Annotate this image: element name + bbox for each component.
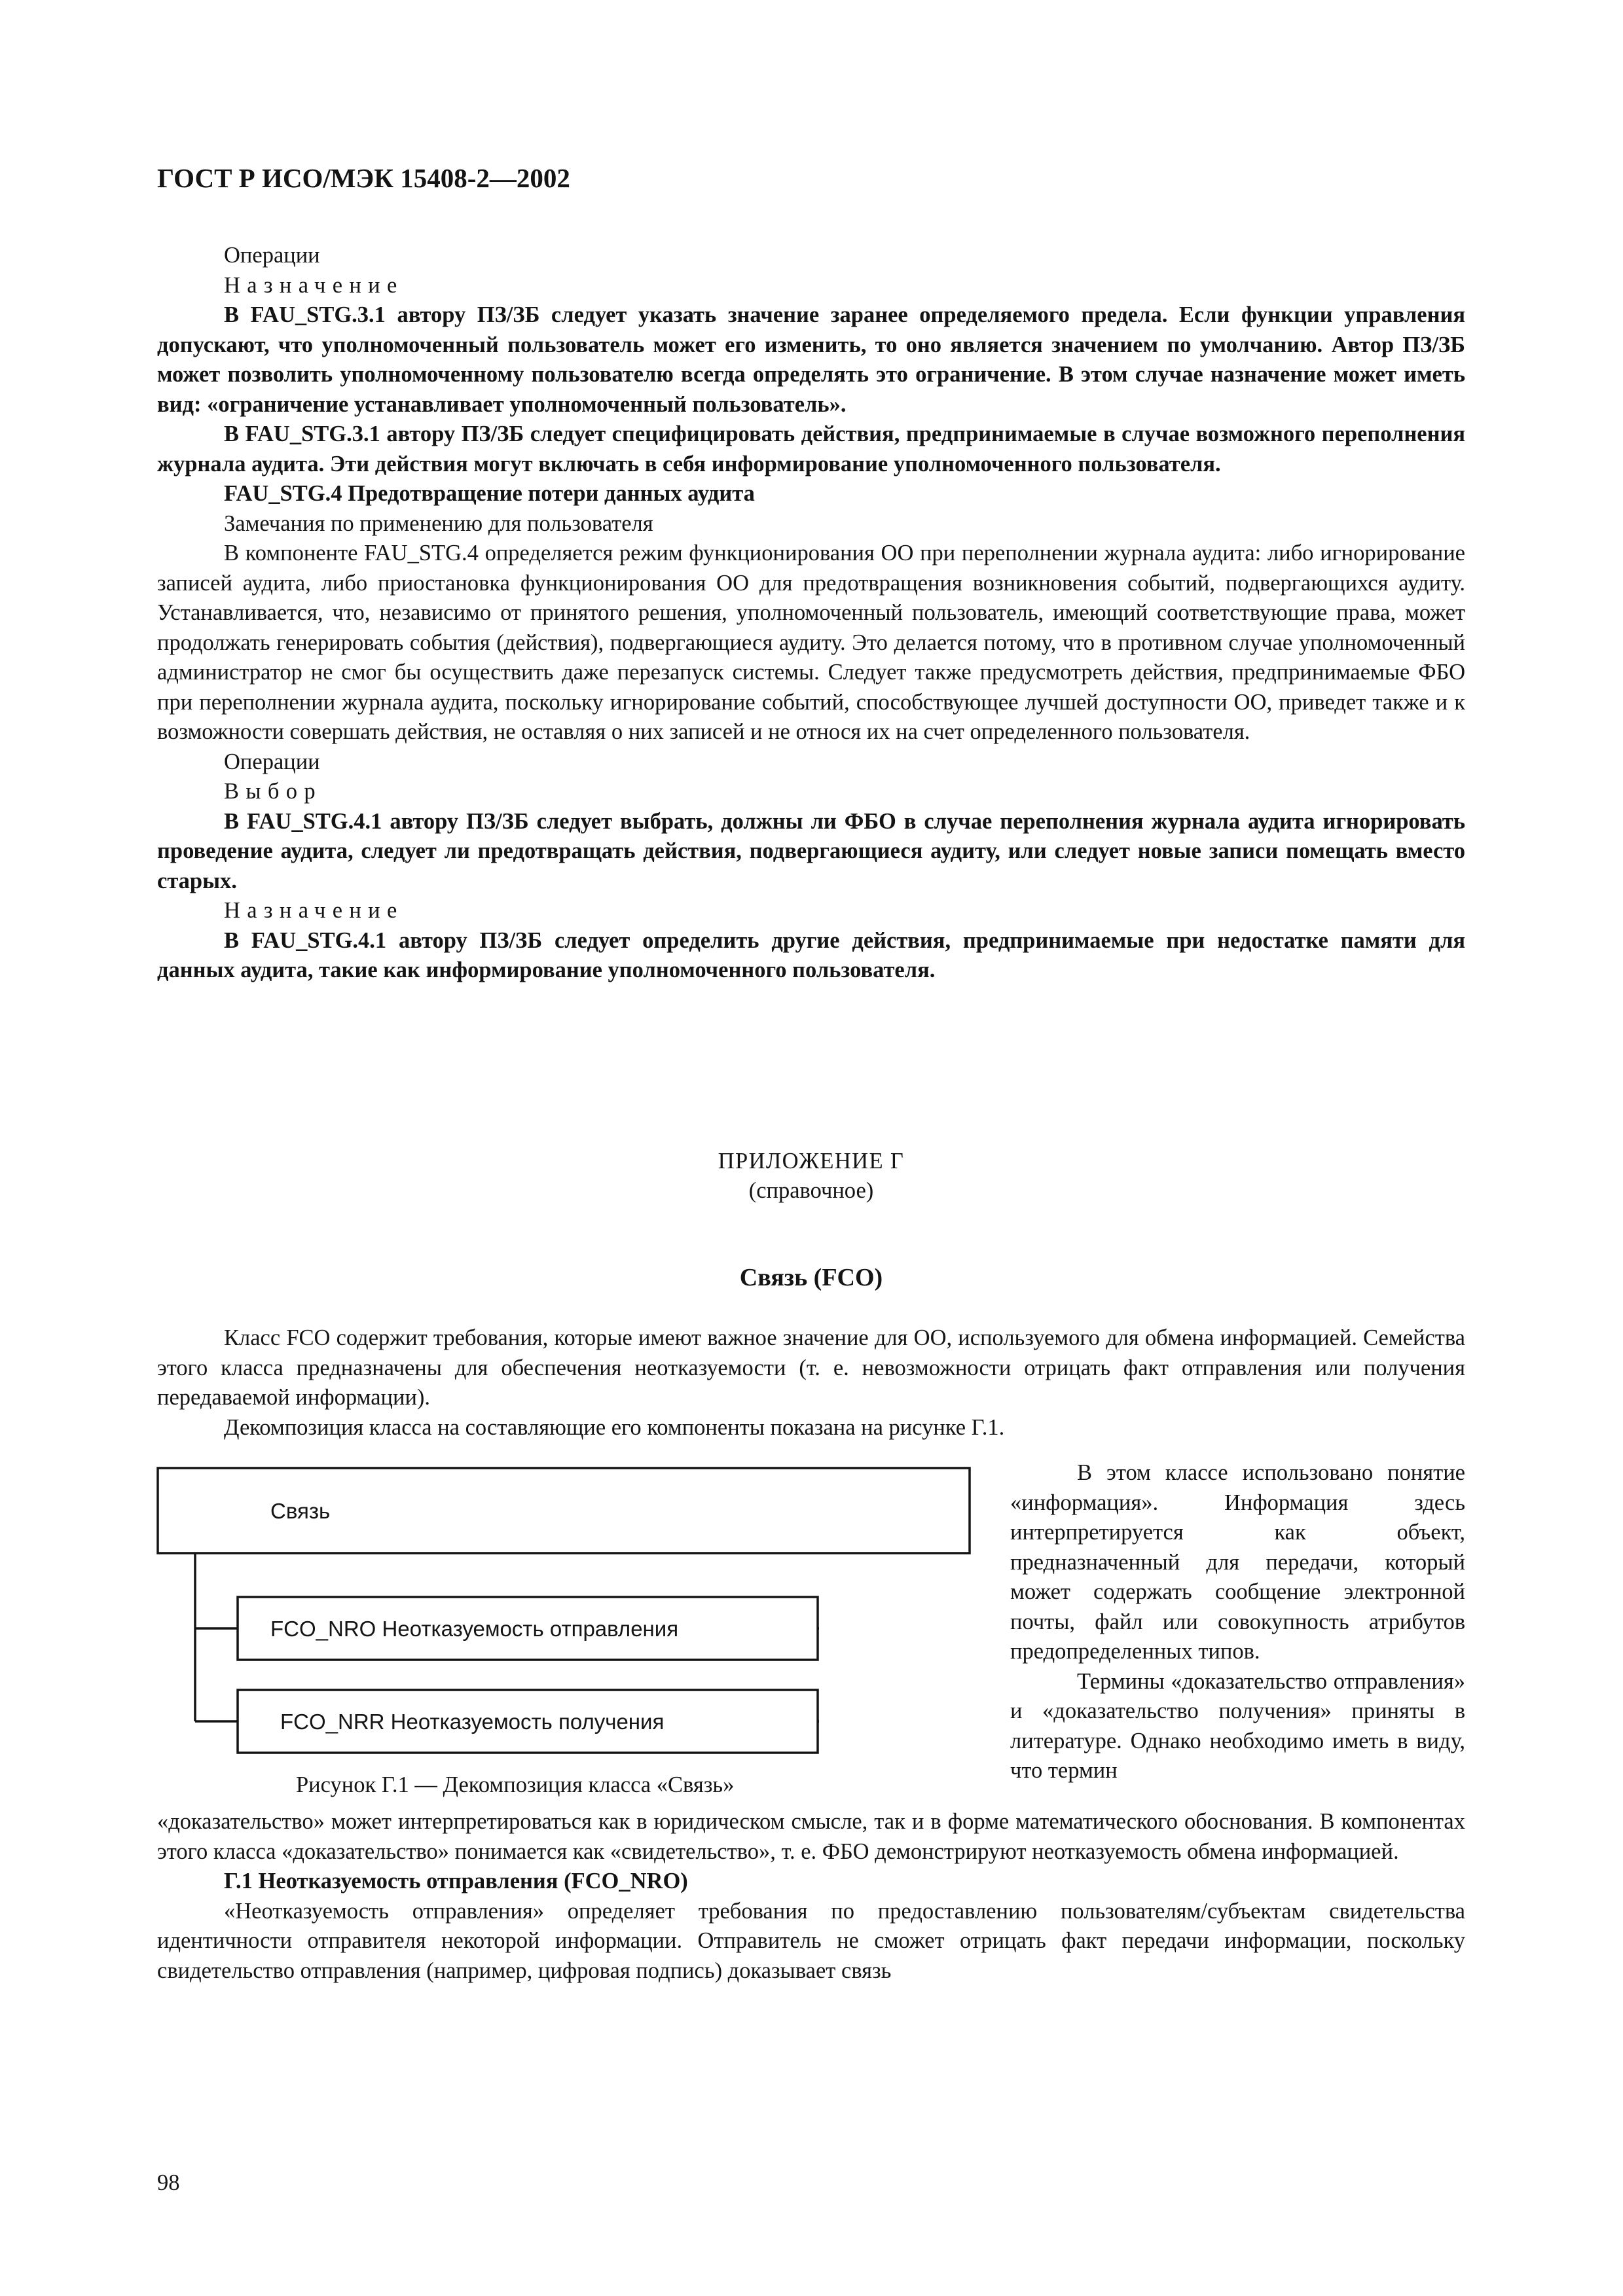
appendix-subtitle: (справочное) [748, 1178, 874, 1203]
paragraph: В FAU_STG.3.1 автору ПЗ/ЗБ следует специфицировать действия, предпринимаемые в случае возможного переполнения журнала аудита. Эти действия могут включать в себя информирование уполномоченного пользователя. [157, 422, 1465, 476]
paragraph: «доказательство» может интерпретироваться как в юридическом смысле, так и в форме математического обоснования. В компонентах этого класса «доказательство» понимается как «свидетельство», т. е. ФБО демонстрируют неотказуемость обмена информацией. [157, 1809, 1465, 1864]
operations-label: Операции [224, 749, 320, 774]
assignment-label: Назначение [224, 898, 404, 923]
operations-label: Операции [224, 243, 320, 268]
notes-label: Замечания по применению для пользователя [224, 511, 653, 536]
page-number: 98 [157, 2170, 180, 2195]
assignment-label: Назначение [224, 272, 404, 298]
component-label: FCO_NRO Неотказуемость отправления [270, 1617, 679, 1641]
paragraph: В FAU_STG.4.1 автору ПЗ/ЗБ следует определить другие действия, предпринимаемые при недостатке памяти для данных аудита, такие как информирование уполномоченного пользователя. [157, 927, 1465, 982]
side-text [1010, 1458, 1465, 1786]
section-title: Связь (FCO) [739, 1264, 883, 1291]
fau-stg-section [157, 241, 1465, 986]
paragraph: «Неотказуемость отправления» определяет требования по предоставлению пользователям/субъектам свидетельства идентичности отправителя некоторой информации. Отправитель не сможет отрицать факт передачи информации, поскольку свидетельство отправления (например, цифровая подпись) доказывает связь [157, 1898, 1465, 1983]
selection-label: Выбор [224, 779, 322, 804]
paragraph: Класс FCO содержит требования, которые имеют важное значение для ОО, используемого для обмена информацией. Семейства этого класса предназначены для обеспечения неотказуемости (т. е. невозможности отрицать факт отправления или получения передаваемой информации). [157, 1325, 1465, 1410]
component-label: FCO_NRR Неотказуемость получения [280, 1710, 665, 1734]
figure-caption: Рисунок Г.1 — Декомпозиция класса «Связь» [296, 1772, 735, 1797]
subsection-heading: FAU_STG.4 Предотвращение потери данных аудита [224, 481, 755, 506]
document-header: ГОСТ Р ИСО/МЭК 15408-2—2002 [157, 163, 570, 193]
paragraph: В FAU_STG.4.1 автору ПЗ/ЗБ следует выбрать, должны ли ФБО в случае переполнения журнала аудита игнорировать проведение аудита, следует ли предотвращать действия, подвергающиеся аудиту, или следует новые записи помещать вместо старых. [157, 808, 1465, 893]
root-label: Связь [270, 1499, 331, 1523]
paragraph: В компоненте FAU_STG.4 определяется режим функционирования ОО при переполнении журнала аудита: либо игнорирование записей аудита, либо приостановка функционирования ОО для предотвращения возникновения событий, подвергающихся аудиту. Устанавливается, что, независимо от принятого решения, уполномоченный пользователь, имеющий соответствующие права, может продолжать генерировать события (действия), подвергающиеся аудиту. Это делается потому, что в противном случае уполномоченный администратор не смог бы осуществить даже перезапуск системы. Следует также предусмотреть действия, предпринимаемые ФБО при переполнении журнала аудита, поскольку игнорирование событий, способствующее лучшей доступности ОО, приведет также и к возможности совершать действия, не оставляя о них записей и не относя их на счет определенного пользователя. [157, 541, 1465, 744]
fco-intro [157, 1323, 1465, 1443]
subsection-heading: Г.1 Неотказуемость отправления (FCO_NRO) [224, 1869, 688, 1893]
decomposition-diagram [156, 1466, 994, 1754]
nro-section [157, 1807, 1465, 1986]
paragraph: Декомпозиция класса на составляющие его компоненты показана на рисунке Г.1. [224, 1414, 1005, 1440]
paragraph: В FAU_STG.3.1 автору ПЗ/ЗБ следует указать значение заранее определяемого предела. Если функции управления допускают, что уполномоченный пользователь может его изменить, то оно является значением по умолчанию. Автор ПЗ/ЗБ может позволить уполномоченному пользователю всегда определять это ограничение. В этом случае назначение может иметь вид: «ограничение устанавливает уполномоченный пользователь». [157, 302, 1465, 417]
paragraph: Термины «доказательство отправления» и «доказательство получения» приняты в литературе. Однако необходимо иметь в виду, что термин [1010, 1668, 1465, 1783]
paragraph: В этом классе использовано понятие «информация». Информация здесь интерпретируется как объект, предназначенный для передачи, который может содержать сообщение электронной почты, файл или совокупность атрибутов предопределенных типов. [1010, 1460, 1465, 1664]
appendix-title: ПРИЛОЖЕНИЕ Г [718, 1149, 905, 1174]
